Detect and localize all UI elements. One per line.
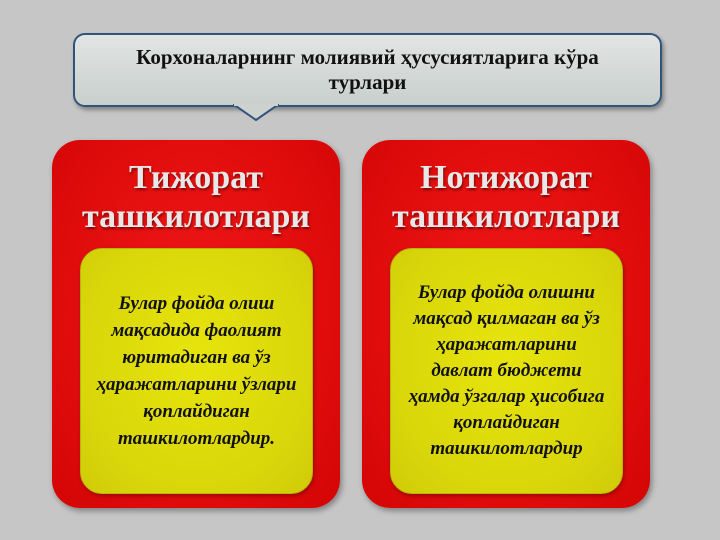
panel-description-commercial: Булар фойда олиш мақсадида фаолият юритадиган ва ўз ҳаражатларини ўзлари қоплайдиган ташкилотлардир. bbox=[96, 293, 297, 449]
panel-title-noncommercial: Нотижорат ташкилотлари bbox=[391, 159, 621, 235]
panel-noncommercial bbox=[362, 140, 650, 508]
panel-body-commercial bbox=[80, 248, 313, 494]
header-callout bbox=[73, 33, 662, 107]
header-title: Корхоналарнинг молиявий ҳусусиятларига кўра турлари bbox=[136, 45, 599, 94]
panel-description-noncommercial: Булар фойда олишни мақсад қилмаган ва ўз ҳаражатларини давлат бюджети ҳамда ўзгалар ҳисобига қоплайдиган ташкилотлардир bbox=[408, 282, 605, 459]
callout-pointer bbox=[233, 104, 279, 122]
panel-commercial bbox=[52, 140, 340, 508]
panel-body-noncommercial bbox=[390, 248, 623, 494]
panel-title-commercial: Тижорат ташкилотлари bbox=[81, 159, 311, 235]
